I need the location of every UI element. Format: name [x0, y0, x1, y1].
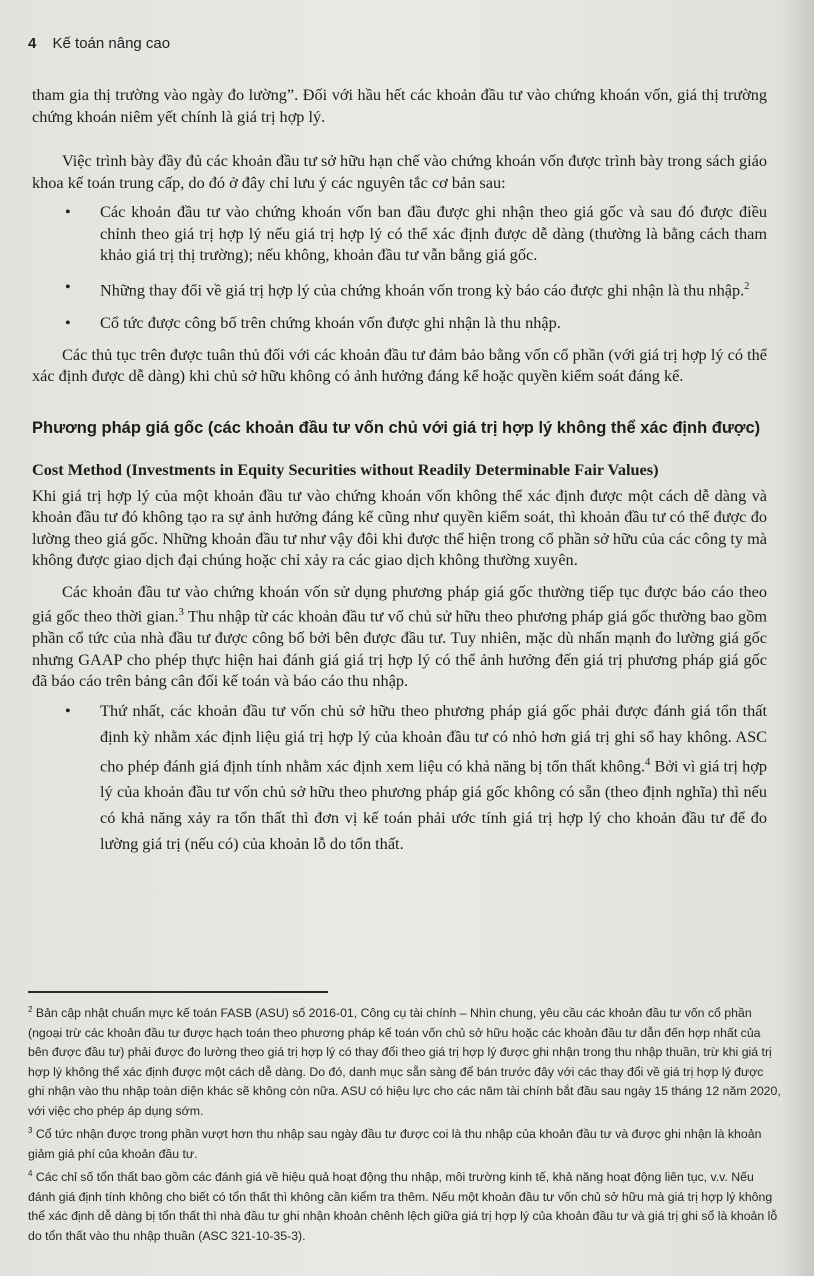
- paragraph-text: Các khoản đầu tư vào chứng khoán vốn sử dụng phương pháp giá gốc thường tiếp tục được báo cáo theo giá gốc theo thời gian.: [32, 581, 767, 626]
- list-item: • Thứ nhất, các khoản đầu tư vốn chủ sở hữu theo phương pháp giá gốc phải được đánh giá tổn thất định kỳ nhằm xác định liệu giá trị hợp lý của khoản đầu tư có nhỏ hơn giá trị ghi sổ hay không. ASC cho phép đánh giá định tính nhằm xác định xem liệu có khả năng bị tổn thất không.$^4$ Bởi vì giá trị hợp lý của khoản đầu tư vốn chủ sở hữu theo phương pháp giá gốc không có sẵn (theo định nghĩa) thì nếu có khả năng xảy ra tổn thất thì đơn vị kế toán phải ước tính giá trị hợp lý cho khoản đầu tư để đo lường giá trị (nếu có) của khoản lỗ do tổn thất.: [65, 700, 767, 854]
- section-subheading: Cost Method (Investments in Equity Securities without Readily Determinable Fair Values): [32, 459, 659, 479]
- footnote-mark: 3: [28, 1126, 33, 1136]
- list-item-text: Cổ tức được công bố trên chứng khoán vốn được ghi nhận là thu nhập.: [100, 313, 561, 333]
- page-body: [32, 84, 767, 857]
- footnote-text: Các chỉ số tổn thất bao gồm các đánh giá về hiệu quả hoạt động thu nhập, môi trường kinh tế, khả năng hoạt động liên tục, v.v. Nếu đánh giá định tính không cho biết có tổn thất thì không cần kiểm tra thêm. Nếu một khoản đầu tư vốn chủ sở hữu mà giá trị hợp lý không thể xác định dễ dàng bị tổn thất thì nhà đầu tư ghi nhận khoản chênh lệch giữa giá trị hợp lý của khoản đầu tư và giá trị ghi sổ là khoản lỗ do tổn thất vào thu nhập thuần (ASC 321-10-35-3).: [28, 1170, 778, 1243]
- bullet-list: [32, 698, 767, 857]
- footnote-divider: [28, 991, 328, 993]
- footnotes: [28, 1000, 783, 1246]
- running-header: [28, 35, 170, 52]
- footnote-mark: 2: [28, 1005, 33, 1014]
- list-item: • Những thay đổi về giá trị hợp lý của chứng khoán vốn trong kỳ báo cáo được ghi nhận là thu nhập.$^2$: [65, 276, 750, 299]
- footnote-ref: 2: [744, 280, 750, 292]
- list-item-text: Các khoản đầu tư vào chứng khoán vốn ban đầu được ghi nhận theo giá gốc và sau đó được điều chỉnh theo giá trị hợp lý nếu giá trị hợp lý có thể xác định được dễ dàng (thường là bằng cách tham khảo giá trị thị trường); nếu không, khoản đầu tư vẫn bằng giá gốc.: [100, 202, 767, 264]
- paragraph: Khi giá trị hợp lý của một khoản đầu tư vào chứng khoán vốn không thể xác định được một cách dễ dàng và khoản đầu tư đó không tạo ra sự ảnh hưởng đáng kể cũng như quyền kiểm soát, thì khoản đầu tư có thể được đo lường theo giá gốc. Những khoản đầu tư như vậy đôi khi được thể hiện trong cổ phần sở hữu của các công ty mà không được giao dịch đại chúng hoặc chỉ xảy ra các giao dịch không thường xuyên.: [32, 485, 767, 570]
- chapter-title: Kế toán nâng cao: [52, 35, 171, 52]
- paragraph: Các thủ tục trên được tuân thủ đối với các khoản đầu tư đảm bảo bằng vốn cổ phần (với giá trị hợp lý có thể xác định được dễ dàng) khi chủ sở hữu không có ảnh hưởng đáng kể hoặc quyền kiểm soát đáng kể.: [32, 344, 767, 386]
- footnote: [28, 1164, 783, 1246]
- footnote-mark: 4: [28, 1169, 33, 1179]
- footnote-text: Bản cập nhật chuẩn mực kế toán FASB (ASU) số 2016-01, Công cụ tài chính – Nhìn chung, yêu cầu các khoản đầu tư vốn cổ phần (ngoại trừ các khoản đầu tư được hạch toán theo phương pháp kế toán vốn chủ sở hữu hoặc các khoản đầu tư dẫn đến hợp nhất của bên được đầu tư) phải được đo lường theo giá trị hợp lý có thay đổi theo giá trị hợp lý được ghi nhận trong thu nhập thuần, trừ khi giá trị hợp lý không thể xác định được một cách dễ dàng. Do đó, danh mục sẵn sàng để bán trước đây với các thay đổi về giá trị hợp lý được ghi nhận vào thu nhập toàn diện khác sẽ không còn nữa. ASU có hiệu lực cho các năm tài chính bắt đầu sau ngày 15 tháng 12 năm 2020, với việc cho phép áp dụng sớm.: [28, 1006, 781, 1118]
- bullet-list: [32, 201, 767, 334]
- list-item-text: Bởi vì giá trị hợp lý của khoản đầu tư vốn chủ sở hữu theo phương pháp giá gốc không có sẵn (theo định nghĩa) thì nếu có khả năng xảy ra tổn thất thì đơn vị kế toán phải ước tính giá trị hợp lý cho khoản đầu tư để đo lường giá trị (nếu có) của khoản lỗ do tổn thất.: [100, 756, 767, 854]
- list-item-text: Thứ nhất, các khoản đầu tư vốn chủ sở hữu theo phương pháp giá gốc phải được đánh giá tổn thất định kỳ nhằm xác định liệu giá trị hợp lý của khoản đầu tư có nhỏ hơn giá trị ghi sổ hay không. ASC cho phép đánh giá định tính nhằm xác định xem liệu có khả năng bị tổn thất không.: [100, 700, 767, 776]
- footnote: [28, 1000, 783, 1121]
- paragraph: [32, 581, 767, 692]
- list-item: • Các khoản đầu tư vào chứng khoán vốn ban đầu được ghi nhận theo giá gốc và sau đó được điều chỉnh theo giá trị hợp lý nếu giá trị hợp lý có thể xác định được dễ dàng (thường là bằng cách tham khảo giá trị thị trường); nếu không, khoản đầu tư vẫn bằng giá gốc.: [65, 202, 767, 264]
- footnote-ref: 3: [178, 607, 184, 619]
- paragraph-text: Thu nhập từ các khoản đầu tư vố chủ sử hữu theo phương pháp giá gốc thường bao gồm phần cổ tức của nhà đầu tư được công bố bởi bên được đầu tư. Tuy nhiên, mặc dù nhấn mạnh đo lường giá gốc nhưng GAAP cho phép thực hiện hai đánh giá giá trị hợp lý có thể ảnh hưởng đến giá trị phương pháp giá gốc đã báo cáo trên bảng cân đối kế toán và báo cáo thu nhập.: [32, 606, 767, 691]
- paragraph: tham gia thị trường vào ngày đo lường”. Đối với hầu hết các khoản đầu tư vào chứng khoán vốn, giá thị trường chứng khoán niêm yết chính là giá trị hợp lý.: [32, 85, 767, 126]
- section-heading: Phương pháp giá gốc (các khoản đầu tư vốn chủ với giá trị hợp lý không thể xác định được): [32, 418, 761, 437]
- paragraph: Việc trình bày đầy đủ các khoản đầu tư sở hữu hạn chế vào chứng khoán vốn được trình bày trong sách giáo khoa kế toán trung cấp, do đó ở đây chỉ lưu ý các nguyên tắc cơ bản sau:: [32, 151, 767, 192]
- footnote: [28, 1121, 783, 1164]
- list-item-text: Những thay đổi về giá trị hợp lý của chứng khoán vốn trong kỳ báo cáo được ghi nhận là thu nhập.: [100, 279, 745, 299]
- footnote-ref: 4: [645, 756, 651, 768]
- list-item: • Cổ tức được công bố trên chứng khoán vốn được ghi nhận là thu nhập.: [65, 313, 561, 333]
- footnote-text: Cổ tức nhận được trong phần vượt hơn thu nhập sau ngày đầu tư được coi là thu nhập của khoản đầu tư và được ghi nhận là khoản giảm giá phí của khoản đầu tư.: [28, 1127, 762, 1161]
- page-number: 4: [28, 35, 37, 52]
